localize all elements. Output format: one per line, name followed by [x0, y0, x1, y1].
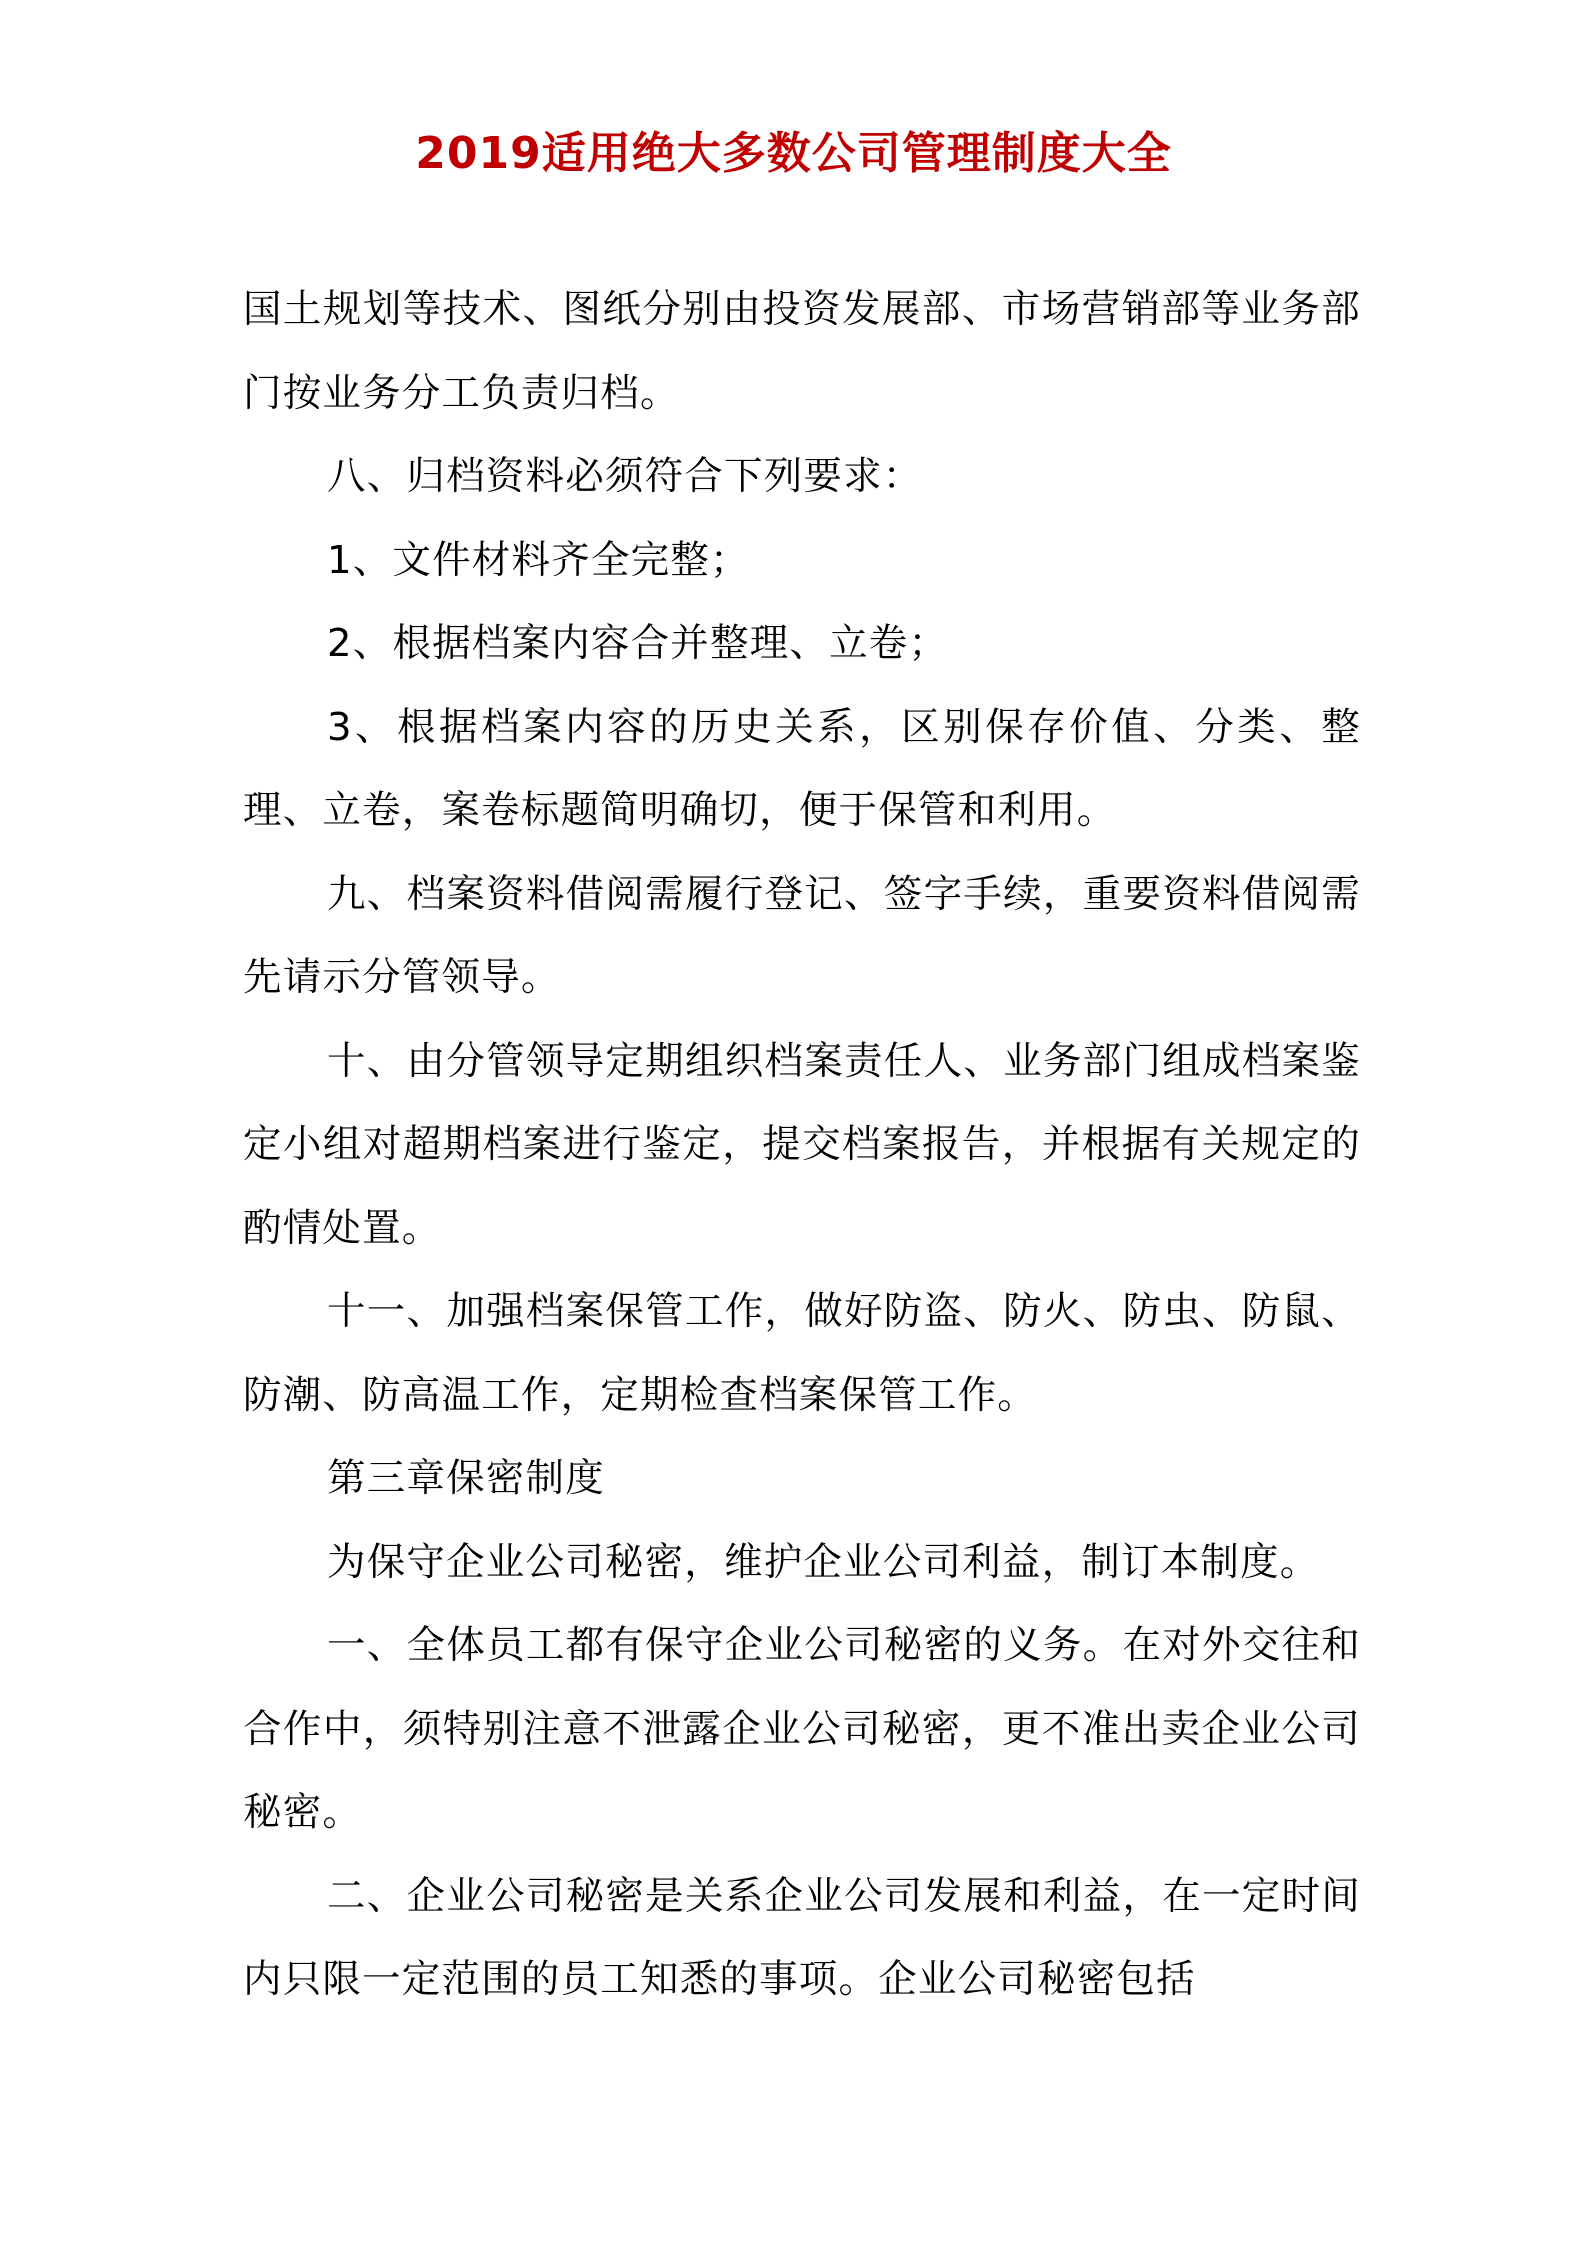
- paragraph-confidential-item-1: 一、全体员工都有保守企业公司秘密的义务。在对外交往和合作中，须特别注意不泄露企业公司秘密，更不准出卖企业公司秘密。: [243, 1623, 1361, 1835]
- paragraph-chapter-intro: 为保守企业公司秘密，维护企业公司利益，制订本制度。: [327, 1539, 1320, 1585]
- paragraph-requirement-1: 1、文件材料齐全完整；: [327, 537, 750, 583]
- paragraph-item-9: 九、档案资料借阅需履行登记、签字手续，重要资料借阅需先请示分管领导。: [243, 871, 1361, 1000]
- paragraph-item-10: 十、由分管领导定期组织档案责任人、业务部门组成档案鉴定小组对超期档案进行鉴定，提交档案报告，并根据有关规定的酌情处置。: [243, 1038, 1361, 1251]
- chapter-heading: 第三章保密制度: [327, 1456, 605, 1501]
- paragraph-requirement-3: 3、根据档案内容的历史关系，区别保存价值、分类、整理、立卷，案卷标题简明确切，便于保管和利用。: [243, 704, 1361, 833]
- paragraph-confidential-item-2: 二、企业公司秘密是关系企业公司发展和利益，在一定时间内只限一定范围的员工知悉的事项。企业公司秘密包括: [243, 1873, 1361, 2002]
- paragraph-item-8: 八、归档资料必须符合下列要求：: [327, 454, 923, 499]
- paragraph-requirement-2: 2、根据档案内容合并整理、立卷；: [327, 621, 949, 666]
- paragraph-archive-departments: 国土规划等技术、图纸分别由投资发展部、市场营销部等业务部门按业务分工负责归档。: [243, 287, 1361, 416]
- paragraph-item-11: 十一、加强档案保管工作，做好防盗、防火、防虫、防鼠、防潮、防高温工作，定期检查档案保管工作。: [243, 1289, 1361, 1418]
- document-title: 2019适用绝大多数公司管理制度大全: [415, 128, 1172, 179]
- document-body: [243, 268, 1361, 2022]
